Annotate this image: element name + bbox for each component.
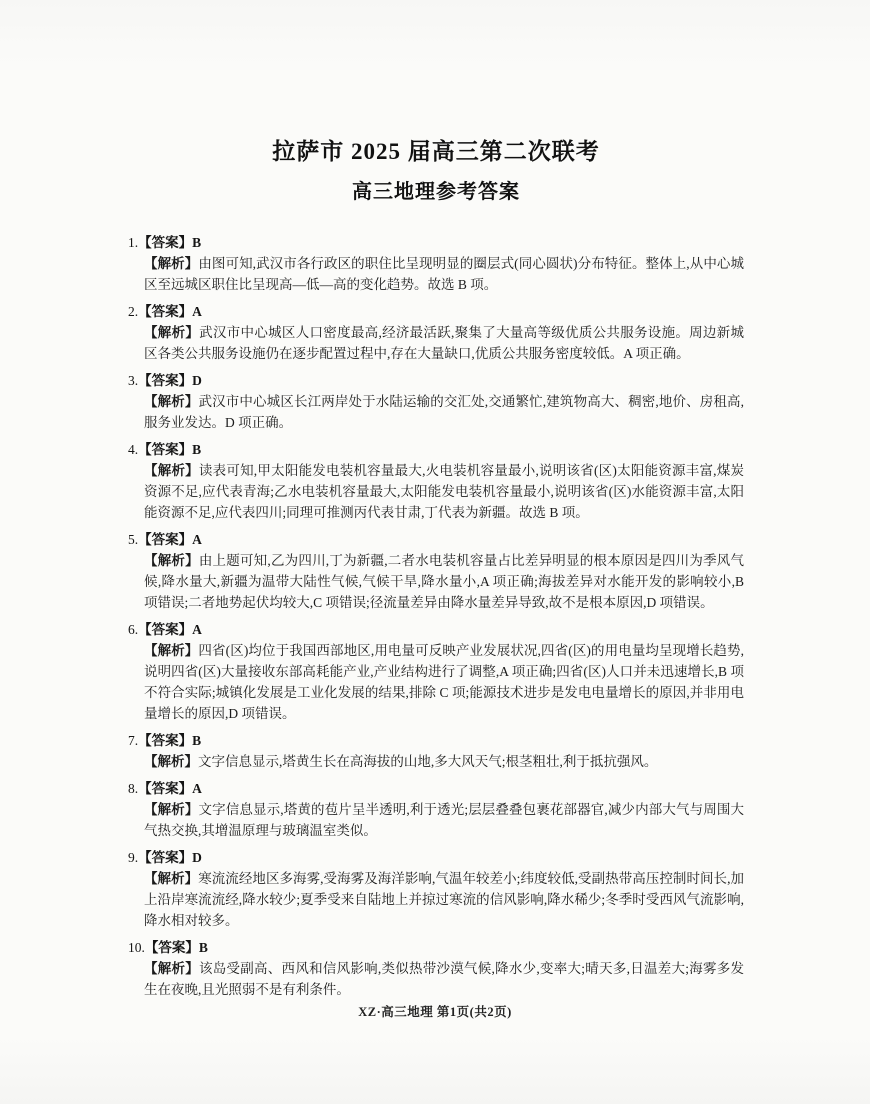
answer-item — [128, 370, 744, 433]
answer-letter: A — [192, 304, 202, 319]
explanation-body: 读表可知,甲太阳能发电装机容量最大,火电装机容量最小,说明该省(区)太阳能资源丰富,煤炭资源不足,应代表青海;乙水电装机容量最大,太阳能发电装机容量最小,说明该省(区)水能资源丰富,太阳能资源不足,应代表四川;同理可推测丙代表甘肃,丁代表为新疆。故选 B 项。 — [144, 463, 745, 520]
explanation-label: 【解析】 — [144, 871, 199, 886]
answer-line — [128, 232, 744, 253]
item-number: 4. — [128, 442, 139, 457]
explanation-label: 【解析】 — [144, 463, 199, 478]
answer-letter: B — [192, 235, 202, 250]
page-subtitle: 高三地理参考答案 — [352, 181, 520, 203]
explanation-body: 文字信息显示,塔黄生长在高海拔的山地,多大风天气;根茎粗壮,利于抵抗强风。 — [198, 754, 658, 769]
answer-item — [128, 439, 744, 523]
answer-label: 【答案】 — [138, 442, 193, 457]
explanation-label: 【解析】 — [144, 802, 199, 817]
explanation-body: 武汉市中心城区人口密度最高,经济最活跃,聚集了大量高等级优质公共服务设施。周边新城区各类公共服务设施仍在逐步配置过程中,存在大量缺口,优质公共服务密度较低。A 项正确。 — [144, 325, 745, 361]
explanation-text — [144, 550, 744, 613]
answer-letter: A — [192, 622, 202, 637]
explanation-text — [144, 751, 744, 772]
answer-item — [128, 529, 744, 613]
item-number: 7. — [128, 733, 139, 748]
item-number: 1. — [128, 235, 139, 250]
explanation-body: 四省(区)均位于我国西部地区,用电量可反映产业发展状况,四省(区)的用电量均呈现增长趋势,说明四省(区)大量接收东部高耗能产业,产业结构进行了调整,A 项正确;四省(区)人口并未迅速增长,B 项不符合实际;城镇化发展是工业化发展的结果,排除 C 项;能源技术进步是发电电量增长的原因,并非用电量增长的原因,D 项错误。 — [144, 643, 745, 721]
item-number: 3. — [128, 373, 139, 388]
answer-letter: D — [192, 850, 202, 865]
answer-line — [128, 301, 744, 322]
explanation-body: 由上题可知,乙为四川,丁为新疆,二者水电装机容量占比差异明显的根本原因是四川为季风气候,降水量大,新疆为温带大陆性气候,气候干旱,降水量小,A 项正确;海拔差异对水能开发的影响较小,B 项错误;二者地势起伏均较大,C 项错误;径流量差异由降水量差异导致,故不是根本原因,D 项错误。 — [144, 553, 745, 610]
answer-label: 【答案】 — [138, 733, 193, 748]
explanation-text — [144, 868, 744, 931]
answer-label: 【答案】 — [138, 622, 193, 637]
answer-label: 【答案】 — [138, 235, 193, 250]
explanation-label: 【解析】 — [144, 643, 199, 658]
answer-line — [128, 529, 744, 550]
answer-letter: D — [192, 373, 202, 388]
explanation-body: 寒流流经地区多海雾,受海雾及海洋影响,气温年较差小;纬度较低,受副热带高压控制时间长,加上沿岸寒流流经,降水较少;夏季受来自陆地上并掠过寒流的信风影响,降水稀少;冬季时受西风气流影响,降水相对较多。 — [144, 871, 745, 928]
explanation-label: 【解析】 — [144, 325, 200, 340]
explanation-label: 【解析】 — [144, 961, 200, 976]
answer-item — [128, 301, 744, 364]
answer-letter: A — [192, 532, 202, 547]
item-number: 6. — [128, 622, 139, 637]
answer-label: 【答案】 — [138, 304, 193, 319]
explanation-body: 武汉市中心城区长江两岸处于水陆运输的交汇处,交通繁忙,建筑物高大、稠密,地价、房租高,服务业发达。D 项正确。 — [144, 394, 745, 430]
answer-item — [128, 937, 744, 1000]
answer-line — [128, 778, 744, 799]
item-number: 10. — [128, 940, 145, 955]
answer-label: 【答案】 — [138, 373, 193, 388]
answer-list — [128, 232, 744, 1000]
explanation-text — [144, 958, 744, 1000]
answer-letter: B — [192, 733, 202, 748]
explanation-text — [144, 322, 744, 364]
explanation-text — [144, 253, 744, 295]
explanation-label: 【解析】 — [144, 754, 198, 769]
answer-item — [128, 730, 744, 772]
explanation-body: 文字信息显示,塔黄的苞片呈半透明,利于透光;层层叠叠包裹花部器官,减少内部大气与周围大气热交换,其增温原理与玻璃温室类似。 — [144, 802, 745, 838]
explanation-text — [144, 640, 744, 724]
item-number: 8. — [128, 781, 139, 796]
item-number: 5. — [128, 532, 139, 547]
answer-letter: B — [192, 442, 202, 457]
answer-item — [128, 232, 744, 295]
explanation-label: 【解析】 — [144, 394, 199, 409]
answer-letter: B — [198, 940, 208, 955]
answer-label: 【答案】 — [138, 532, 193, 547]
answer-line — [128, 730, 744, 751]
answer-item — [128, 778, 744, 841]
explanation-body: 由图可知,武汉市各行政区的职住比呈现明显的圈层式(同心圆状)分布特征。整体上,从中心城区至远城区职住比呈现高—低—高的变化趋势。故选 B 项。 — [144, 256, 744, 292]
explanation-label: 【解析】 — [144, 553, 199, 568]
answer-item — [128, 847, 744, 931]
answer-letter: A — [192, 781, 202, 796]
item-number: 9. — [128, 850, 139, 865]
answer-line — [128, 847, 744, 868]
answer-line — [128, 439, 744, 460]
explanation-text — [144, 460, 744, 523]
explanation-text — [144, 391, 744, 433]
answer-line — [128, 619, 744, 640]
answer-label: 【答案】 — [144, 940, 199, 955]
answer-line — [128, 370, 744, 391]
answer-item — [128, 619, 744, 724]
item-number: 2. — [128, 304, 139, 319]
answer-label: 【答案】 — [138, 781, 193, 796]
answer-label: 【答案】 — [138, 850, 193, 865]
explanation-text — [144, 799, 744, 841]
explanation-body: 该岛受副高、西风和信风影响,类似热带沙漠气候,降水少,变率大;晴天多,日温差大;海雾多发生在夜晚,且光照弱不是有利条件。 — [144, 961, 744, 997]
explanation-label: 【解析】 — [144, 256, 199, 271]
page-footer: XZ·高三地理 第1页(共2页) — [358, 1005, 512, 1019]
document-content — [128, 133, 744, 1006]
answer-line — [128, 937, 744, 958]
page-title: 拉萨市 2025 届高三第二次联考 — [272, 139, 600, 164]
